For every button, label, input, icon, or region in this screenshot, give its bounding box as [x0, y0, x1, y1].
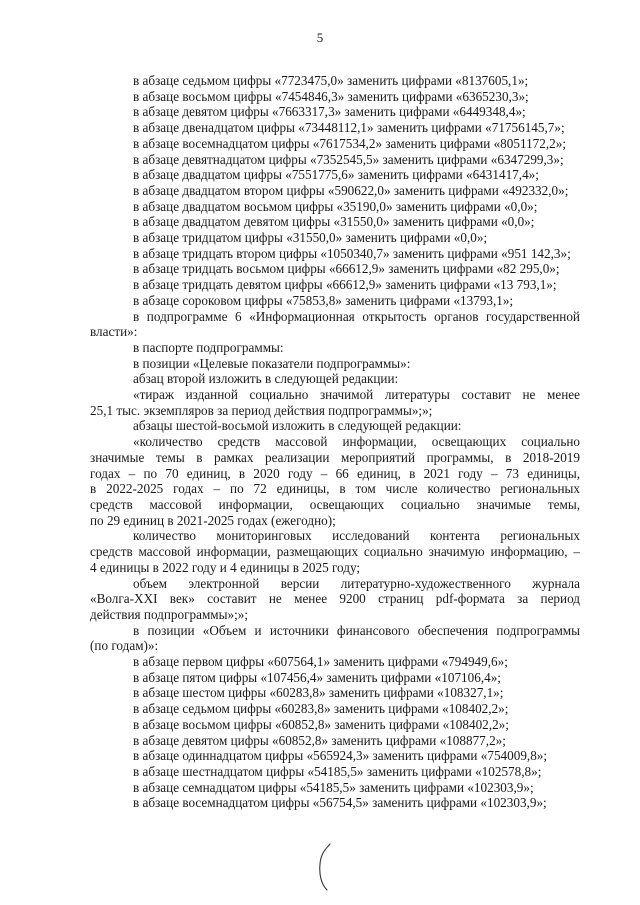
amendment-line: в абзаце семнадцатом цифры «54185,5» заменить цифрами «102303,9»;	[133, 779, 534, 795]
paragraph-line: (по годам)»:	[90, 638, 159, 654]
subprogram-heading	[90, 309, 580, 340]
targets-position-line: в позиции «Целевые показатели подпрограммы»:	[133, 355, 411, 371]
subprogram-line: в подпрограмме 6 «Информационная открытость органов государственной	[133, 308, 580, 324]
amendment-line: в абзаце восьмом цифры «7454846,3» заменить цифрами «6365230,3»;	[133, 88, 529, 104]
amendment-line: в абзаце сороковом цифры «75853,8» заменить цифрами «13793,1»;	[133, 292, 514, 308]
paragraph-line: объем электронной версии литературно-художественного журнала	[133, 575, 580, 591]
journal-paragraph	[90, 576, 580, 623]
funding-position	[90, 623, 580, 654]
print-run-paragraph	[90, 387, 580, 418]
amendment-line: в абзаце двенадцатом цифры «73448112,1» заменить цифрами «71756145,7»;	[133, 120, 565, 136]
passport-line: в паспорте подпрограммы:	[133, 339, 284, 355]
amendment-line: в абзаце восемнадцатом цифры «56754,5» заменить цифрами «102303,9»;	[133, 795, 547, 811]
paragraph-line: «Волга-XXI век» составит не менее 9200 страниц pdf-формата за период	[90, 591, 580, 607]
subprogram-line: власти»:	[90, 324, 138, 340]
amendment-line: в абзаце двадцатом втором цифры «590622,0» заменить цифрами «492332,0»;	[133, 182, 569, 198]
amendment-line: в абзаце девятом цифры «60852,8» заменить цифрами «108877,2»;	[133, 732, 506, 748]
amendment-line: в абзаце двадцатом девятом цифры «31550,0» заменить цифрами «0,0»;	[133, 214, 535, 230]
amendment-line: в абзаце тридцать девятом цифры «66612,9» заменить цифрами «13 793,1»;	[133, 277, 557, 293]
monitoring-paragraph	[90, 528, 580, 575]
amendment-line: в абзаце седьмом цифры «60283,8» заменить цифрами «108402,2»;	[133, 701, 509, 717]
paragraph-instruction: абзац второй изложить в следующей редакции:	[133, 371, 399, 387]
amendments-list-2	[90, 654, 580, 811]
amendment-line: в абзаце двадцатом восьмом цифры «35190,0» заменить цифрами «0,0»;	[133, 198, 538, 214]
paragraph-line: «количество средств массовой информации, освещающих социально	[133, 434, 580, 450]
paragraph-line: 4 единицы в 2022 году и 4 единицы в 2025 году;	[90, 559, 361, 575]
amendment-line: в абзаце пятом цифры «107456,4» заменить цифрами «107106,4»;	[133, 669, 501, 685]
handwritten-mark	[315, 842, 335, 892]
amendment-line: в абзаце двадцатом цифры «7551775,6» заменить цифрами «6431417,4»;	[133, 167, 539, 183]
paragraph-line: в позиции «Объем и источники финансового обеспечения подпрограммы	[133, 622, 580, 638]
amendment-line: в абзаце девятом цифры «7663317,3» заменить цифрами «6449348,4»;	[133, 104, 526, 120]
paragraph-line: средств массовой информации, освещающих социально значимые темы,	[90, 496, 580, 512]
amendment-line: в абзаце тридцатом цифры «31550,0» заменить цифрами «0,0»;	[133, 230, 488, 246]
paragraph-line: количество мониторинговых исследований контента региональных	[133, 528, 580, 544]
amendment-line: в абзаце одиннадцатом цифры «565924,3» заменить цифрами «754009,8»;	[133, 748, 548, 764]
amendments-list-1	[90, 73, 580, 309]
media-paragraph	[90, 434, 580, 528]
document-body	[90, 73, 580, 811]
amendment-line: в абзаце шестнадцатом цифры «54185,5» заменить цифрами «102578,8»;	[133, 763, 542, 779]
amendment-line: в абзаце восемнадцатом цифры «7617534,2» заменить цифрами «8051172,2»;	[133, 135, 566, 151]
amendment-line: в абзаце первом цифры «607564,1» заменить цифрами «794949,6»;	[133, 654, 508, 670]
paragraph-instruction: абзацы шестой-восьмой изложить в следующей редакции:	[133, 418, 462, 434]
paragraph-line: в 2022-2025 годах – по 72 единицы, в том числе количество региональных	[90, 481, 580, 497]
amendment-line: в абзаце восьмом цифры «60852,8» заменить цифрами «108402,2»;	[133, 716, 509, 732]
amendment-line: в абзаце шестом цифры «60283,8» заменить цифрами «108327,1»;	[133, 685, 504, 701]
paragraph-line: годах – по 70 единиц, в 2020 году – 66 единиц, в 2021 году – 73 единицы,	[90, 465, 580, 481]
amendment-line: в абзаце тридцать втором цифры «1050340,7» заменить цифрами «951 142,3»;	[133, 245, 571, 261]
paragraph-line: «тираж изданной социально значимой литературы составит не менее	[133, 387, 580, 403]
page-number: 5	[316, 30, 324, 45]
paragraph-line: по 29 единиц в 2021-2025 годах (ежегодно);	[90, 512, 336, 528]
amendment-line: в абзаце тридцать восьмом цифры «66612,9» заменить цифрами «82 295,0»;	[133, 261, 560, 277]
amendment-line: в абзаце девятнадцатом цифры «7352545,5» заменить цифрами «6347299,3»;	[133, 151, 564, 167]
paragraph-line: средств массовой информации, размещающих социально значимую информацию, –	[90, 544, 580, 560]
paragraph-line: 25,1 тыс. экземпляров за период действия подпрограммы»;»;	[90, 402, 433, 418]
amendment-line: в абзаце седьмом цифры «7723475,0» заменить цифрами «8137605,1»;	[133, 73, 529, 88]
paragraph-line: значимые темы в рамках реализации мероприятий программы, в 2018-2019	[90, 449, 580, 465]
paragraph-line: действия подпрограммы»;»;	[90, 606, 249, 622]
